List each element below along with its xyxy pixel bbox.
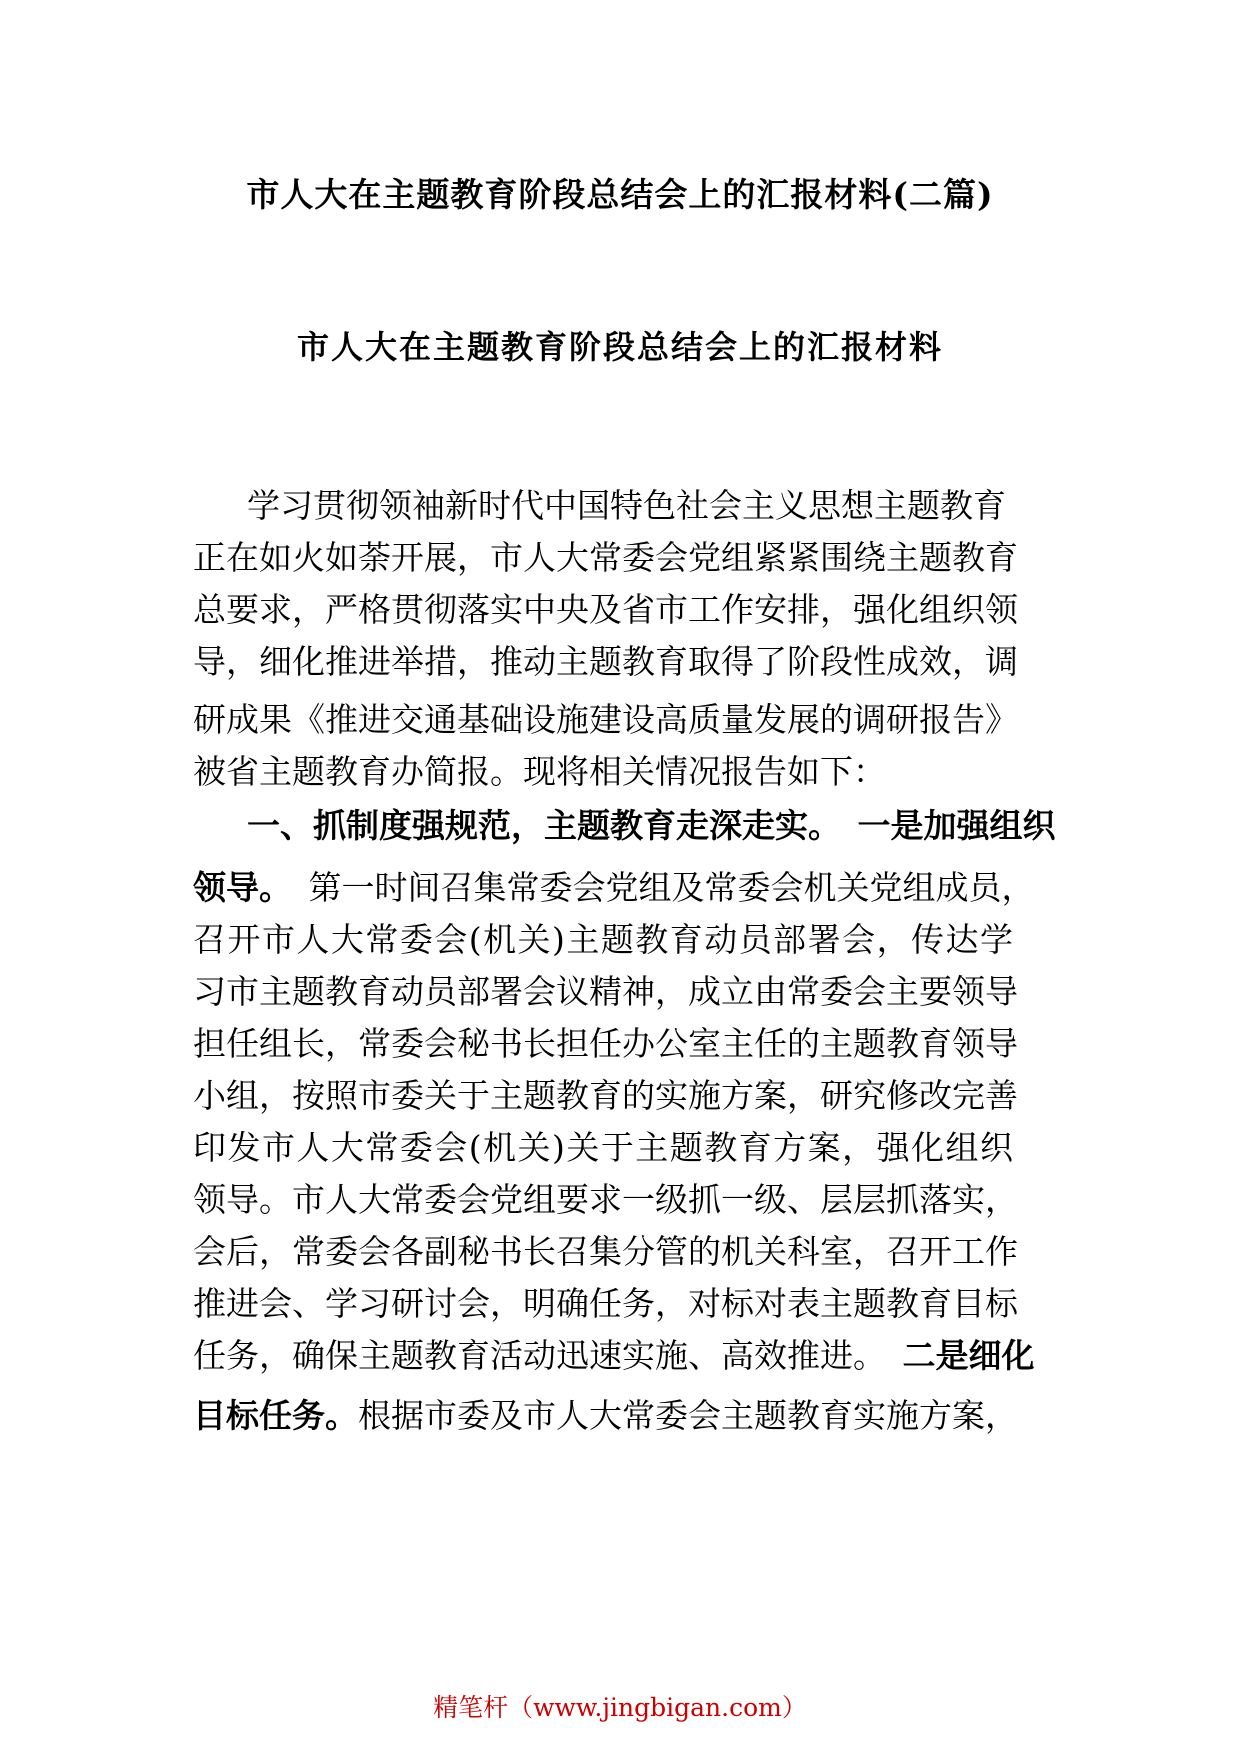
document-title: 市人大在主题教育阶段总结会上的汇报材料(二篇) [246,175,994,214]
body-line-text: 任务，确保主题教育活动迅速实施、高效推进。 [193,1336,870,1375]
body-line: 小组，按照市委关于主题教育的实施方案，研究修改完善 [193,1076,1018,1115]
document-subtitle: 市人大在主题教育阶段总结会上的汇报材料 [296,328,943,366]
body-line-text: 根据市委及市人大常委会主题教育实施方案， [358,1396,1018,1435]
bold-lead: 目标任务。 [193,1396,358,1435]
section-heading: 一、抓制度强规范，主题教育走深走实。 一是加强组织 [247,806,1056,845]
body-line: 习市主题教育动员部署会议精神，成立由常委会主要领导 [193,972,1018,1011]
body-line: 印发市人大常委会(机关)关于主题教育方案，强化组织 [193,1128,1013,1167]
body-line: 担任组长，常委会秘书长担任办公室主任的主题教育领导 [193,1024,1018,1063]
bold-lead: 领导。 [193,868,276,907]
body-line [193,1328,1035,1384]
body-line [193,860,1035,916]
body-line: 导，细化推进举措，推动主题教育取得了阶段性成效，调 [193,642,1018,681]
body-line: 领导。市人大常委会党组要求一级抓一级、层层抓落实， [193,1180,1018,1219]
body-line: 推进会、学习研讨会，明确任务，对标对表主题教育目标 [193,1284,1018,1323]
body-line: 会后，常委会各副秘书长召集分管的机关科室，召开工作 [193,1232,1018,1271]
body-line: 总要求，严格贯彻落实中央及省市工作安排，强化组织领 [193,590,1018,629]
body-line: 被省主题教育办简报。现将相关情况报告如下： [193,752,886,791]
body-line-text: 第一时间召集常委会党组及常委会机关党组成员， [308,868,1035,907]
bold-lead: 二是细化 [902,1336,1035,1375]
body-line: 正在如火如荼开展，市人大常委会党组紧紧围绕主题教育 [193,538,1018,577]
body-line [193,1388,1018,1444]
body-line: 学习贯彻领袖新时代中国特色社会主义思想主题教育 [247,486,1006,525]
footer-watermark: 精笔杆（www.jingbigan.com） [433,1693,807,1722]
body-line: 召开市人大常委会(机关)主题教育动员部署会，传达学 [193,920,1013,959]
body-line: 研成果《推进交通基础设施建设高质量发展的调研报告》 [193,700,1018,739]
